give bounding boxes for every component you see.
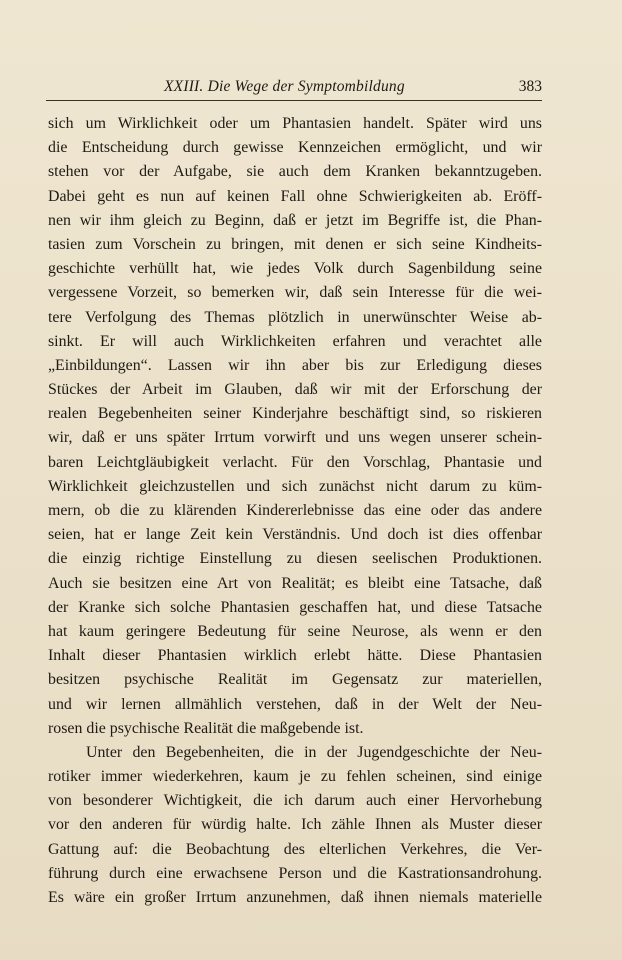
text-line: und wir lernen allmählich verstehen, daß in der Welt der Neu- [48,695,542,713]
text-line: wir, daß er uns später Irrtum vorwirft und uns wegen unserer schein- [48,429,542,447]
text-line: Dabei geht es nun auf keinen Fall ohne Schwierigkeiten ab. Eröff- [48,187,542,205]
text-line: vor den anderen für würdig halte. Ich zähle Ihnen als Muster dieser [48,816,542,834]
text-line: „Einbildungen“. Lassen wir ihn aber bis zur Erledigung dieses [48,356,542,374]
text-line: tere Verfolgung des Themas plötzlich in unerwünschter Weise ab- [48,308,542,326]
text-line: von besonderer Wichtigkeit, die ich darum auch einer Hervorhebung [48,792,542,810]
text-line: die Entscheidung durch gewisse Kennzeichen ermöglicht, und wir [48,139,542,157]
text-line: rosen die psychische Realität die maßgebende ist. [48,719,364,737]
text-line: Gattung auf: die Beobachtung des elterlichen Verkehres, die Ver- [48,840,542,858]
text-line: Wirklichkeit gleichzustellen und sich zunächst nicht darum zu küm- [48,477,542,495]
chapter-title: XXIII. Die Wege der Symptombildung [164,78,405,95]
running-header [46,76,542,98]
text-line: führung durch eine erwachsene Person und die Kastrationsandrohung. [48,864,542,882]
text-line: nen wir ihm gleich zu Beginn, daß er jetzt im Begriffe ist, die Phan- [48,211,542,229]
text-line: realen Begebenheiten seiner Kinderjahre beschäftigt sind, so riskieren [48,405,542,423]
page-number: 383 [518,78,542,95]
paragraph-start-line: Unter den Begebenheiten, die in der Jugendgeschichte der Neu- [86,743,542,761]
text-line: hat kaum geringere Bedeutung für seine Neurose, als wenn er den [48,622,542,640]
text-line: rotiker immer wiederkehren, kaum je zu fehlen scheinen, sind einige [48,768,542,786]
text-line: stehen vor der Aufgabe, sie auch dem Kranken bekanntzugeben. [48,163,542,181]
text-line: der Kranke sich solche Phantasien geschaffen hat, und diese Tatsache [48,598,542,616]
text-line: vergessene Vorzeit, so bemerken wir, daß sein Interesse für die wei- [48,284,542,302]
text-line: geschichte verhüllt hat, wie jedes Volk durch Sagenbildung seine [48,260,542,278]
header-rule [46,100,542,101]
text-line: sich um Wirklichkeit oder um Phantasien handelt. Später wird uns [48,115,542,132]
text-line: Stückes der Arbeit im Glauben, daß wir mit der Erforschung der [48,381,542,399]
text-line: Auch sie besitzen eine Art von Realität; es bleibt eine Tatsache, daß [48,574,542,592]
body-text [48,112,542,910]
text-line: Inhalt dieser Phantasien wirklich erlebt hätte. Diese Phantasien [48,647,542,665]
text-line: baren Leichtgläubigkeit verlacht. Für den Vorschlag, Phantasie und [48,453,542,471]
text-line: mern, ob die zu klärenden Kindererlebnisse das eine oder das andere [48,502,542,519]
text-line: sinkt. Er will auch Wirklichkeiten erfahren und verachtet alle [48,332,542,350]
text-line: seien, hat er lange Zeit kein Verständnis. Und doch ist dies offenbar [48,526,542,544]
text-line: tasien zum Vorschein zu bringen, mit denen er sich seine Kindheits- [48,235,542,253]
text-line: die einzig richtige Einstellung zu diesen seelischen Produktionen. [48,550,542,568]
text-line: besitzen psychische Realität im Gegensatz zur materiellen, [48,671,542,689]
text-line: Es wäre ein großer Irrtum anzunehmen, daß ihnen niemals materielle [48,889,542,906]
